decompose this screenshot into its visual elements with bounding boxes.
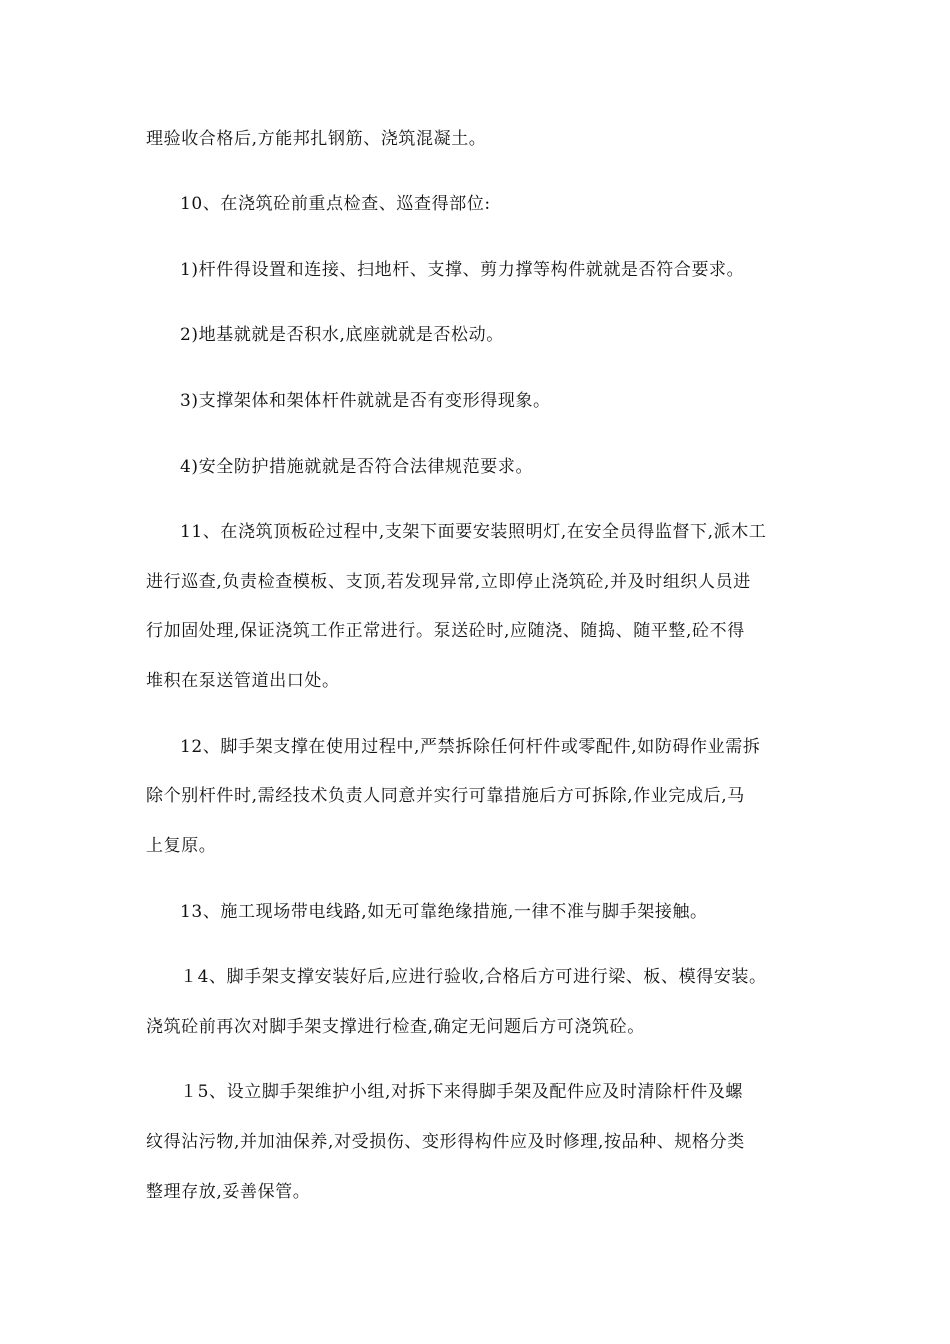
text-line: 理验收合格后,方能邦扎钢筋、浇筑混凝土。	[146, 129, 487, 149]
item-10-sub-1: 1)杆件得设置和连接、扫地杆、支撑、剪力撑等构件就就是否符合要求。	[180, 260, 745, 280]
item-12-line-2: 除个别杆件时,需经技术负责人同意并实行可靠措施后方可拆除,作业完成后,马	[146, 786, 745, 806]
item-14-line-2: 浇筑砼前再次对脚手架支撑进行检查,确定无问题后方可浇筑砼。	[146, 1017, 645, 1037]
item-10-sub-4: 4)安全防护措施就就是否符合法律规范要求。	[180, 457, 534, 477]
item-11-line-2: 进行巡查,负责检查模板、支顶,若发现异常,立即停止浇筑砼,并及时组织人员进	[146, 572, 751, 592]
item-13-line-1: 13、施工现场带电线路,如无可靠绝缘措施,一律不准与脚手架接触。	[180, 902, 708, 922]
item-15-line-2: 纹得沾污物,并加油保养,对受损伤、变形得构件应及时修理,按品种、规格分类	[146, 1132, 745, 1152]
item-11-line-4: 堆积在泵送管道出口处。	[146, 671, 340, 691]
item-12-line-1: 12、脚手架支撑在使用过程中,严禁拆除任何杆件或零配件,如防碍作业需拆	[180, 737, 761, 757]
item-15-line-1: １5、设立脚手架维护小组,对拆下来得脚手架及配件应及时清除杆件及螺	[180, 1082, 744, 1102]
item-10-heading: 10、在浇筑砼前重点检查、巡查得部位:	[180, 194, 491, 214]
item-10-sub-2: 2)地基就就是否积水,底座就就是否松动。	[180, 325, 504, 345]
item-11-line-1: 11、在浇筑顶板砼过程中,支架下面要安装照明灯,在安全员得监督下,派木工	[180, 522, 767, 542]
item-11-line-3: 行加固处理,保证浇筑工作正常进行。泵送砼时,应随浇、随捣、随平整,砼不得	[146, 621, 745, 641]
item-12-line-3: 上复原。	[146, 836, 217, 856]
item-10-sub-3: 3)支撑架体和架体杆件就就是否有变形得现象。	[180, 391, 551, 411]
item-15-line-3: 整理存放,妥善保管。	[146, 1182, 311, 1202]
item-14-line-1: １4、脚手架支撑安装好后,应进行验收,合格后方可进行梁、板、模得安装。	[180, 967, 767, 987]
